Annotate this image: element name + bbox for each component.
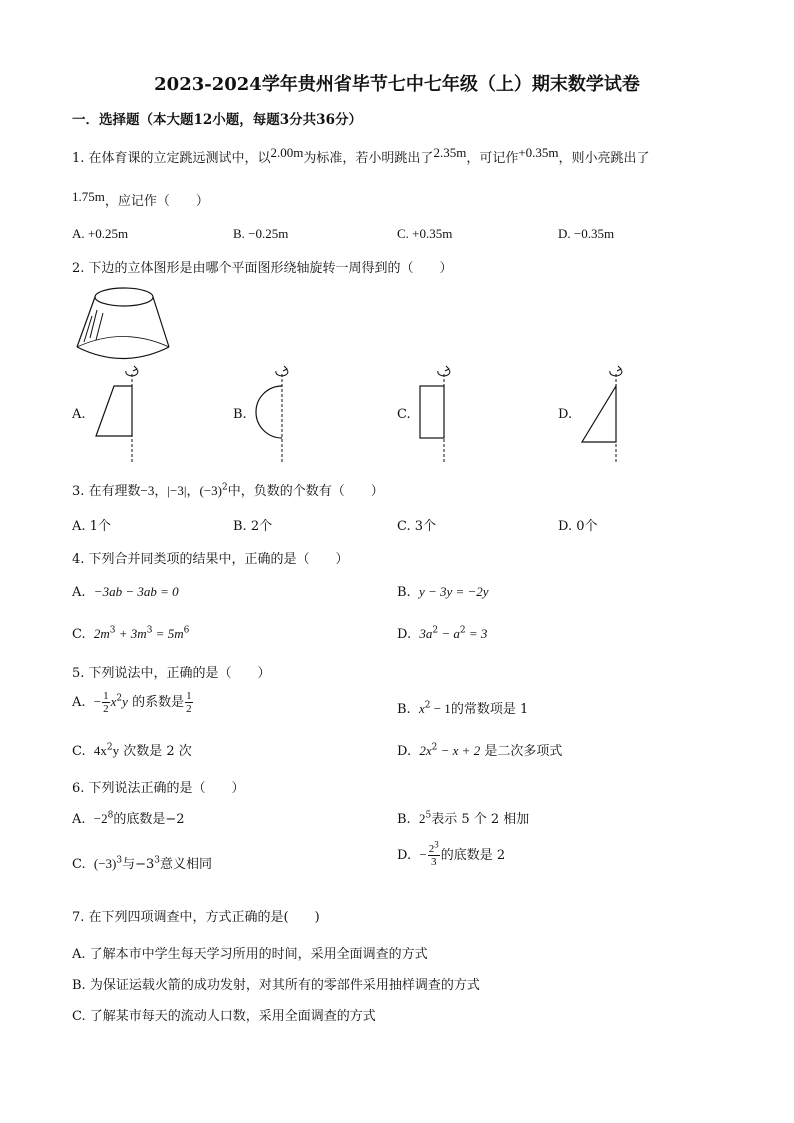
q4-option-a-expr: −3ab − 3ab = 0 (93, 584, 179, 599)
q1-option-d[interactable]: D. −0.35m (558, 226, 615, 241)
q5-a-fraction (102, 690, 110, 715)
q6-option-d[interactable] (397, 839, 506, 868)
q4-d-exp-1: 2 (432, 625, 439, 636)
q4-c-exp-3: 6 (183, 625, 190, 636)
q4-option-d[interactable] (397, 626, 487, 642)
q4-c-term-3: = 5m (152, 626, 184, 641)
question-1-line2 (72, 190, 209, 209)
q2-option-c-label[interactable]: C. (397, 407, 411, 422)
q6-a-base: −2 (93, 811, 108, 826)
q5-a-fraction-2 (185, 690, 193, 715)
q5-a-var: x (110, 694, 117, 709)
q4-option-c[interactable] (72, 626, 189, 642)
q5-option-a-label: A. (72, 695, 86, 710)
q6-d-text: 的底数是 2 (440, 848, 506, 863)
q2-option-a-figure[interactable] (92, 364, 152, 466)
q1-option-a[interactable]: A. +0.25m (72, 226, 129, 241)
q5-a-denominator-2: 2 (186, 703, 192, 715)
q5-d-rest: − x + 2 (437, 743, 481, 758)
q4-d-exp-2: 2 (459, 625, 466, 636)
question-5-stem: 5. 下列说法中，正确的是（ ） (72, 666, 271, 681)
q6-c-base: (−3) (93, 856, 117, 871)
q1-option-b[interactable]: B. −0.25m (233, 226, 289, 241)
q5-c-exp: 2 (106, 742, 113, 753)
q5-d-term: 2x (419, 743, 432, 758)
q3-num-3: (−3) (199, 483, 222, 498)
q4-option-b-label: B. (397, 585, 411, 600)
q5-b-var: x (418, 701, 425, 716)
q1-value-xiaoliang: 1.75m (72, 189, 105, 204)
q5-a-numerator-2: 1 (186, 690, 192, 702)
q7-option-c[interactable]: C. 了解某市每天的流动人口数，采用全面调查的方式 (72, 1009, 376, 1024)
q4-d-term-2: − a (438, 626, 460, 641)
q5-option-c[interactable] (72, 740, 192, 759)
q5-option-a[interactable] (72, 690, 194, 715)
page-title: 2023-2024学年贵州省毕节七中七年级（上）期末数学试卷 (154, 74, 640, 95)
q4-option-a[interactable] (72, 584, 179, 600)
q4-option-a-label: A. (72, 585, 86, 600)
question-7-stem: 7. 在下列四项调查中，方式正确的是( ) (72, 910, 320, 925)
q3-option-b[interactable]: B. 2个 (233, 519, 273, 534)
q5-a-denominator: 2 (103, 703, 109, 715)
q4-d-term-1: 3a (419, 626, 433, 641)
q4-option-d-label: D. (397, 627, 412, 642)
question-4-stem: 4. 下列合并同类项的结果中，正确的是（ ） (72, 552, 349, 567)
q2-option-b-figure[interactable] (250, 364, 310, 466)
section-heading: 一．选择题（本大题12小题，每题3分共36分） (72, 112, 362, 128)
q5-a-exp: 2 (116, 693, 123, 704)
q6-d-num-exp: 3 (434, 839, 439, 850)
q6-option-b[interactable] (397, 808, 529, 827)
q5-b-rest: − 1 (430, 701, 451, 716)
q5-a-numerator: 1 (103, 690, 109, 702)
q5-b-text: 的常数项是 1 (450, 702, 529, 717)
q6-option-c-label: C. (72, 857, 86, 872)
question-6-stem: 6. 下列说法正确的是（ ） (72, 781, 245, 796)
q6-d-sign: − (419, 847, 427, 862)
q6-option-a[interactable] (72, 808, 185, 827)
question-1-line1 (72, 147, 650, 166)
q1-text-1: 1. 在体育课的立定跳远测试中，以 (72, 151, 271, 166)
q5-c-text: 次数是 2 次 (119, 744, 192, 759)
q2-option-d-figure[interactable] (578, 364, 638, 466)
q6-option-b-label: B. (397, 812, 411, 827)
q1-text-4: ，则小亮跳出了 (558, 151, 650, 166)
q5-c-term: 4x (93, 743, 107, 758)
q6-b-text: 表示 5 个 2 相加 (431, 812, 530, 827)
q6-c-mid: 与−3 (122, 857, 155, 872)
q6-a-exp: 8 (107, 810, 114, 821)
q4-option-b-expr: y − 3y = −2y (418, 584, 489, 599)
q1-value-standard: 2.00m (270, 145, 304, 160)
q3-option-c[interactable]: C. 3个 (397, 519, 437, 534)
q5-option-b-label: B. (397, 702, 411, 717)
q2-option-a-label[interactable]: A. (72, 407, 86, 422)
frustum-figure (70, 280, 180, 370)
q6-c-exp-2: 3 (154, 855, 161, 866)
q7-option-a[interactable]: A. 了解本市中学生每天学习所用的时间，采用全面调查的方式 (72, 947, 428, 962)
q5-b-exp: 2 (424, 700, 431, 711)
q6-d-num-base: 2 (428, 843, 435, 855)
q3-num-2: |−3| (167, 483, 187, 498)
q4-c-exp-2: 3 (146, 625, 153, 636)
q3-num-3-exponent: 2 (221, 482, 228, 493)
question-2-stem: 2. 下边的立体图形是由哪个平面图形绕轴旋转一周得到的（ ） (72, 261, 453, 276)
question-3-stem: 3. 在有理数−3，|−3|，$(-3)^2$中，负数的个数有（ ） (72, 482, 384, 499)
q6-option-c[interactable] (72, 853, 212, 872)
q6-option-d-label: D. (397, 848, 412, 863)
q6-a-text: 的底数是−2 (113, 812, 185, 827)
q5-a-var2: y (122, 694, 128, 709)
q4-option-b[interactable] (397, 584, 489, 600)
q2-option-b-label[interactable]: B. (233, 407, 247, 422)
q6-b-base: 2 (418, 811, 426, 826)
q4-d-term-3: = 3 (465, 626, 488, 641)
q3-text-1: 3. 在有理数 (72, 484, 141, 499)
q1-text-2: 为标准，若小明跳出了 (303, 151, 434, 166)
q5-d-exp: 2 (431, 742, 438, 753)
q6-d-denominator: 3 (430, 856, 437, 868)
q5-option-d[interactable] (397, 740, 562, 759)
q1-option-c[interactable]: C. +0.35m (397, 226, 453, 241)
q3-num-1: −3 (140, 483, 155, 498)
q2-option-c-figure[interactable] (414, 364, 474, 466)
q6-option-a-label: A. (72, 812, 86, 827)
q6-b-exp: 5 (425, 810, 432, 821)
q6-d-fraction (428, 839, 440, 868)
q3-option-a[interactable]: A. 1个 (72, 519, 111, 534)
q5-a-text: 的系数是 (127, 695, 185, 710)
q6-c-exp-1: 3 (116, 855, 123, 866)
q5-option-c-label: C. (72, 744, 86, 759)
q6-c-text: 意义相同 (160, 857, 213, 872)
q6-d-numerator (428, 839, 440, 856)
q5-c-var: y (112, 743, 120, 758)
q3-text-2: 中，负数的个数有（ ） (227, 484, 384, 499)
q4-option-c-label: C. (72, 627, 86, 642)
q3-option-d[interactable]: D. 0个 (558, 519, 598, 534)
q5-a-sign: − (93, 694, 102, 709)
q4-c-exp-1: 3 (109, 625, 116, 636)
q5-option-d-label: D. (397, 744, 412, 759)
q5-option-b[interactable] (397, 698, 528, 717)
q1-text-5: ，应记作（ ） (104, 194, 209, 209)
q2-option-d-label[interactable]: D. (558, 407, 573, 422)
q4-c-term-1: 2m (93, 626, 110, 641)
q1-value-record: +0.35m (518, 145, 559, 160)
q1-value-xiaoming: 2.35m (433, 145, 467, 160)
q7-option-b[interactable]: B. 为保证运载火箭的成功发射，对其所有的零部件采用抽样调查的方式 (72, 978, 480, 993)
q4-c-term-2: + 3m (115, 626, 147, 641)
q5-d-text: 是二次多项式 (480, 744, 563, 759)
q1-text-3: ，可记作 (466, 151, 519, 166)
